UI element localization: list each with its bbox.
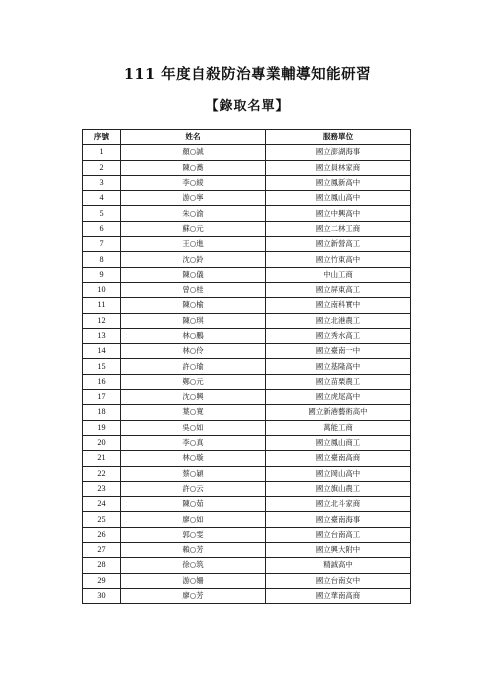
cell-name: 朱○渝: [121, 206, 266, 221]
cell-name: 吳○如: [121, 420, 266, 435]
cell-service-unit: 國立華南高商: [266, 588, 411, 603]
cell-name: 徐○筑: [121, 558, 266, 573]
cell-name: 許○云: [121, 481, 266, 496]
cell-service-unit: 國立旗山農工: [266, 481, 411, 496]
cell-name: 廖○芳: [121, 588, 266, 603]
cell-name: 陳○茹: [121, 497, 266, 512]
cell-name: 葉○寬: [121, 405, 266, 420]
document-title: 111 年度自殺防治專業輔導知能研習: [123, 66, 372, 83]
table-row: [83, 298, 411, 313]
cell-service-unit: 國立岡山高中: [266, 466, 411, 481]
cell-service-unit: 國立秀水高工: [266, 328, 411, 343]
cell-name: 陳○儀: [121, 267, 266, 282]
cell-name: 郭○雯: [121, 527, 266, 542]
cell-serial-number: 7: [83, 237, 121, 252]
cell-serial-number: 13: [83, 328, 121, 343]
table-row: [83, 221, 411, 236]
cell-serial-number: 17: [83, 390, 121, 405]
cell-service-unit: 國立澎湖海事: [266, 145, 411, 160]
cell-serial-number: 5: [83, 206, 121, 221]
table-row: [83, 252, 411, 267]
cell-name: 賴○芳: [121, 543, 266, 558]
cell-serial-number: 28: [83, 558, 121, 573]
cell-serial-number: 1: [83, 145, 121, 160]
cell-service-unit: 萬能工商: [266, 420, 411, 435]
cell-serial-number: 3: [83, 175, 121, 190]
cell-serial-number: 30: [83, 588, 121, 603]
table-row: [83, 145, 411, 160]
cell-name: 游○姍: [121, 573, 266, 588]
cell-service-unit: 國立基隆高中: [266, 359, 411, 374]
cell-service-unit: 國立二林工商: [266, 221, 411, 236]
table-header-row: [83, 130, 411, 145]
table-row: [83, 588, 411, 603]
table-row: [83, 328, 411, 343]
header-name: 姓名: [121, 130, 266, 145]
cell-service-unit: 國立虎尾高中: [266, 390, 411, 405]
cell-service-unit: 國立北港農工: [266, 313, 411, 328]
table-row: [83, 435, 411, 450]
table-row: [83, 344, 411, 359]
cell-name: 王○進: [121, 237, 266, 252]
table-row: [83, 558, 411, 573]
cell-serial-number: 18: [83, 405, 121, 420]
admission-list-table: [82, 129, 411, 604]
table-row: [83, 481, 411, 496]
table-row: [83, 466, 411, 481]
table-row: [83, 374, 411, 389]
table-row: [83, 191, 411, 206]
cell-name: 游○寧: [121, 191, 266, 206]
cell-serial-number: 29: [83, 573, 121, 588]
cell-serial-number: 22: [83, 466, 121, 481]
cell-service-unit: 國立屏東高工: [266, 282, 411, 297]
header-serial-number: 序號: [83, 130, 121, 145]
cell-service-unit: 國立北斗家商: [266, 497, 411, 512]
cell-service-unit: 國立臺南一中: [266, 344, 411, 359]
cell-service-unit: 國立臺南海事: [266, 512, 411, 527]
cell-service-unit: 國立員林家商: [266, 160, 411, 175]
cell-serial-number: 24: [83, 497, 121, 512]
table-row: [83, 282, 411, 297]
cell-name: 陳○榆: [121, 298, 266, 313]
table-row: [83, 451, 411, 466]
cell-service-unit: 國立臺南高商: [266, 451, 411, 466]
cell-name: 沈○興: [121, 390, 266, 405]
cell-name: 林○璇: [121, 451, 266, 466]
cell-name: 蔡○穎: [121, 466, 266, 481]
cell-serial-number: 12: [83, 313, 121, 328]
cell-serial-number: 25: [83, 512, 121, 527]
cell-name: 陳○蕎: [121, 160, 266, 175]
table-row: [83, 390, 411, 405]
cell-serial-number: 9: [83, 267, 121, 282]
table-row: [83, 497, 411, 512]
table-row: [83, 359, 411, 374]
cell-serial-number: 20: [83, 435, 121, 450]
cell-name: 鄭○元: [121, 374, 266, 389]
cell-service-unit: 精誠高中: [266, 558, 411, 573]
cell-name: 李○真: [121, 435, 266, 450]
cell-serial-number: 11: [83, 298, 121, 313]
cell-service-unit: 國立中興高中: [266, 206, 411, 221]
cell-name: 許○瑜: [121, 359, 266, 374]
cell-name: 沈○鈴: [121, 252, 266, 267]
cell-service-unit: 國立台南女中: [266, 573, 411, 588]
table-row: [83, 527, 411, 542]
table-row: [83, 420, 411, 435]
cell-service-unit: 國立鳳山高中: [266, 191, 411, 206]
cell-name: 廖○如: [121, 512, 266, 527]
cell-service-unit: 國立興大附中: [266, 543, 411, 558]
cell-serial-number: 6: [83, 221, 121, 236]
cell-serial-number: 14: [83, 344, 121, 359]
header-service-unit: 服務單位: [266, 130, 411, 145]
table-row: [83, 405, 411, 420]
cell-service-unit: 國立新營高工: [266, 237, 411, 252]
table-body: [83, 145, 411, 604]
cell-service-unit: 國立苗栗農工: [266, 374, 411, 389]
document-subtitle: 【錄取名單】: [205, 99, 290, 114]
cell-name: 林○伶: [121, 344, 266, 359]
cell-name: 顏○誠: [121, 145, 266, 160]
cell-name: 蘇○元: [121, 221, 266, 236]
cell-name: 陳○琪: [121, 313, 266, 328]
table-row: [83, 267, 411, 282]
table-row: [83, 512, 411, 527]
cell-service-unit: 國立鳳新高中: [266, 175, 411, 190]
cell-name: 曾○桂: [121, 282, 266, 297]
table-row: [83, 573, 411, 588]
table-row: [83, 175, 411, 190]
cell-serial-number: 10: [83, 282, 121, 297]
cell-serial-number: 19: [83, 420, 121, 435]
cell-serial-number: 4: [83, 191, 121, 206]
cell-serial-number: 2: [83, 160, 121, 175]
cell-service-unit: 國立鳳山商工: [266, 435, 411, 450]
table-row: [83, 206, 411, 221]
cell-service-unit: 國立竹東高中: [266, 252, 411, 267]
table-row: [83, 543, 411, 558]
cell-name: 林○鵬: [121, 328, 266, 343]
table-row: [83, 237, 411, 252]
cell-service-unit: 中山工商: [266, 267, 411, 282]
table-row: [83, 313, 411, 328]
table-row: [83, 160, 411, 175]
cell-serial-number: 26: [83, 527, 121, 542]
cell-serial-number: 8: [83, 252, 121, 267]
cell-serial-number: 23: [83, 481, 121, 496]
cell-serial-number: 16: [83, 374, 121, 389]
cell-serial-number: 27: [83, 543, 121, 558]
cell-service-unit: 國立台南高工: [266, 527, 411, 542]
cell-service-unit: 國立新港藝術高中: [266, 405, 411, 420]
cell-serial-number: 15: [83, 359, 121, 374]
cell-service-unit: 國立南科實中: [266, 298, 411, 313]
cell-name: 李○綾: [121, 175, 266, 190]
cell-serial-number: 21: [83, 451, 121, 466]
